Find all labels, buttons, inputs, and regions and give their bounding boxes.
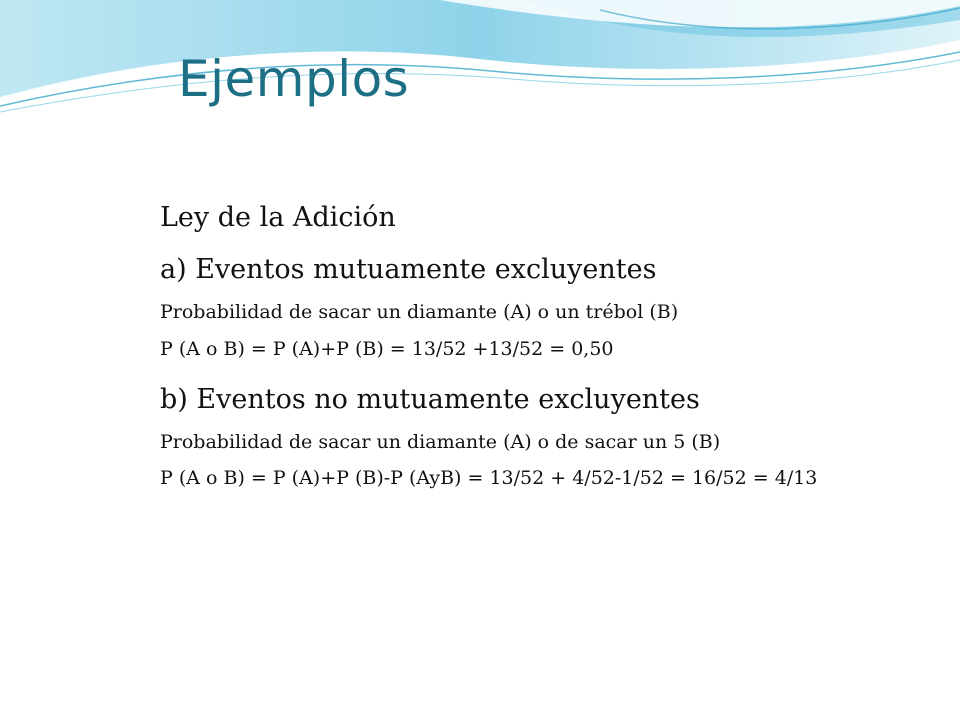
section-a-description: Probabilidad de sacar un diamante (A) o un trébol (B)	[160, 301, 679, 323]
law-heading: Ley de la Adición	[160, 202, 396, 233]
section-a-heading: a) Eventos mutuamente excluyentes	[160, 254, 657, 285]
section-b-formula: P (A o B) = P (A)+P (B)-P (AyB) = 13/52 + 4/52-1/52 = 16/52 = 4/13	[160, 467, 818, 489]
section-b-heading: b) Eventos no mutuamente excluyentes	[160, 384, 700, 415]
section-a-formula: P (A o B) = P (A)+P (B) = 13/52 +13/52 = 0,50	[160, 338, 614, 360]
slide-title: Ejemplos	[178, 50, 410, 108]
slide-body	[160, 196, 880, 493]
header-wave-decoration	[0, 0, 960, 130]
section-b-description: Probabilidad de sacar un diamante (A) o de sacar un 5 (B)	[160, 431, 721, 453]
